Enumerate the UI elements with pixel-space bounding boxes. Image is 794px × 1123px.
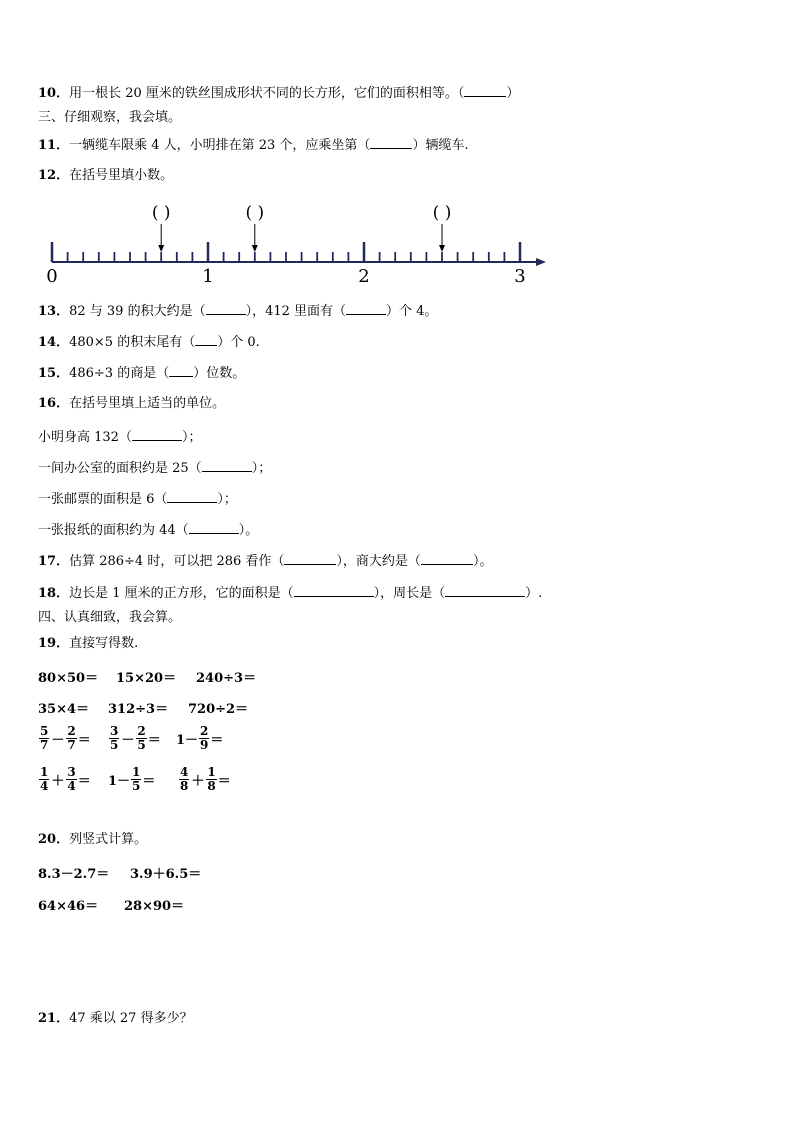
question-text-end: ）辆缆车.: [412, 138, 469, 153]
calc-item: 28×90＝: [124, 899, 185, 914]
calc-item: 35×4＝: [38, 702, 90, 717]
question-17: [38, 552, 492, 570]
question-18: [38, 584, 542, 602]
question-number: 21．: [38, 1011, 70, 1026]
fraction-expression: [108, 725, 176, 752]
question-13: [38, 302, 437, 320]
fraction: [109, 725, 119, 752]
equals: ＝: [142, 774, 156, 789]
calc-item: 15×20＝: [116, 671, 177, 686]
calc-item: 240÷3＝: [196, 671, 257, 686]
answer-blank[interactable]: [464, 84, 506, 97]
question-text: 47 乘以 27 得多少？: [69, 1011, 193, 1026]
whole-number: 1－: [176, 733, 199, 748]
numerator: 2: [137, 724, 146, 738]
question-text: 486÷3 的商是（: [69, 366, 170, 381]
number-line: [38, 196, 578, 286]
denominator: 5: [137, 738, 146, 752]
item-text-end: ）。: [238, 523, 259, 538]
numerator: 1: [132, 765, 141, 779]
answer-blank[interactable]: [445, 584, 525, 597]
fraction-expression: [178, 766, 231, 793]
fraction: [131, 766, 141, 793]
answer-blank[interactable]: [206, 302, 246, 315]
question-15: [38, 364, 245, 382]
answer-blank[interactable]: [370, 136, 412, 149]
question-10: [38, 84, 519, 102]
question-19: [38, 636, 138, 652]
fraction: [39, 766, 49, 793]
fraction-row-1: [38, 725, 223, 752]
numerator: 1: [40, 765, 49, 779]
question-text: 直接写得数.: [69, 636, 139, 651]
fraction-expression: [38, 766, 108, 793]
answer-blank[interactable]: [132, 428, 182, 441]
denominator: 4: [67, 779, 76, 793]
operator: －: [121, 733, 135, 748]
question-text: ），周长是（: [373, 586, 446, 601]
denominator: 7: [40, 738, 49, 752]
question-text: 480×5 的积末尾有（: [69, 335, 196, 350]
calc-item: 720÷2＝: [188, 702, 249, 717]
item-text-end: ）；: [217, 492, 237, 507]
answer-blank[interactable]: [421, 552, 473, 565]
item-text: 一张报纸的面积约为 44（: [38, 523, 189, 538]
question-number: 14．: [38, 335, 70, 350]
numerator: 3: [67, 765, 76, 779]
question-number: 19．: [38, 636, 70, 651]
question-text: ）个 0.: [217, 335, 260, 350]
question-text: ）个 4。: [386, 304, 438, 319]
calc-item: 8.3－2.7＝: [38, 867, 110, 882]
question-text: 在括号里填上适当的单位。: [69, 396, 226, 411]
denominator: 5: [132, 779, 141, 793]
pointer-arrowhead: [439, 245, 445, 252]
fraction-row-2: [38, 766, 231, 793]
denominator: 8: [207, 779, 216, 793]
tick-label: 1: [202, 266, 214, 286]
section-4-heading: 四、认真细致，我会算。: [38, 610, 182, 625]
answer-blank[interactable]: [346, 302, 386, 315]
question-14: [38, 333, 260, 351]
denominator: 7: [67, 738, 76, 752]
axis-arrowhead: [536, 258, 546, 266]
answer-blank[interactable]: [167, 490, 217, 503]
vertical-calc-row-2: [38, 895, 184, 914]
question-text: ）。: [472, 554, 493, 569]
numerator: 3: [110, 724, 119, 738]
question-16-item: [38, 428, 201, 446]
pointer-arrowhead: [158, 245, 164, 252]
question-text: ）.: [525, 586, 543, 601]
question-number: 16．: [38, 396, 70, 411]
item-text: 一间办公室的面积约是 25（: [38, 461, 202, 476]
question-text: 列竖式计算。: [69, 832, 148, 847]
item-text-end: ）；: [251, 461, 272, 476]
question-text: ），412 里面有（: [245, 304, 347, 319]
operator: －: [51, 733, 65, 748]
tick-label: 3: [514, 266, 526, 286]
tick-label: 0: [46, 266, 58, 286]
question-number: 10．: [38, 86, 70, 101]
equals: ＝: [217, 774, 231, 789]
fraction: [206, 766, 216, 793]
question-text: ），商大约是（: [336, 554, 421, 569]
equals: ＝: [77, 774, 91, 789]
question-16-item: [38, 459, 271, 477]
numerator: 4: [180, 765, 189, 779]
operator: ＋: [191, 774, 205, 789]
answer-bracket: ( ): [432, 203, 452, 223]
equals: ＝: [77, 733, 91, 748]
calc-row-1: [38, 667, 256, 686]
answer-blank[interactable]: [284, 552, 336, 565]
answer-bracket: ( ): [151, 203, 171, 223]
question-text: 一辆缆车限乘 4 人，小明排在第 23 个，应乘坐第（: [69, 138, 371, 153]
item-text-end: ）；: [181, 430, 202, 445]
numerator: 5: [40, 724, 49, 738]
question-number: 17．: [38, 554, 70, 569]
numerator: 1: [207, 765, 216, 779]
fraction: [39, 725, 49, 752]
question-text: 用一根长 20 厘米的铁丝围成形状不同的长方形，它们的面积相等。（: [69, 86, 465, 101]
whole-number: 1－: [108, 774, 131, 789]
question-number: 13．: [38, 304, 70, 319]
answer-blank[interactable]: [294, 584, 374, 597]
answer-blank[interactable]: [195, 333, 217, 346]
question-number: 12．: [38, 168, 70, 183]
question-20: [38, 832, 147, 848]
question-number: 18．: [38, 586, 70, 601]
fraction: [199, 725, 209, 752]
fraction: [66, 766, 76, 793]
calc-item: 312÷3＝: [108, 702, 169, 717]
fraction: [179, 766, 189, 793]
question-11: [38, 136, 469, 154]
vertical-calc-row-1: [38, 863, 201, 882]
calc-item: 64×46＝: [38, 899, 99, 914]
question-text: 82 与 39 的积大约是（: [69, 304, 206, 319]
calc-item: 80×50＝: [38, 671, 99, 686]
question-text: 边长是 1 厘米的正方形，它的面积是（: [69, 586, 294, 601]
tick-label: 2: [358, 266, 370, 286]
numerator: 2: [200, 724, 209, 738]
question-text: 估算 286÷4 时，可以把 286 看作（: [69, 554, 285, 569]
question-text: ）位数。: [193, 366, 246, 381]
question-12: [38, 168, 173, 184]
answer-blank[interactable]: [202, 459, 252, 472]
equals: ＝: [210, 733, 224, 748]
question-21: [38, 1011, 193, 1027]
fraction: [136, 725, 146, 752]
calc-item: 3.9＋6.5＝: [130, 867, 202, 882]
question-16-item: [38, 490, 237, 508]
question-text: 在括号里填小数。: [69, 168, 174, 183]
section-3-heading: 三、仔细观察，我会填。: [38, 110, 182, 125]
question-number: 20．: [38, 832, 70, 847]
calc-row-2: [38, 698, 248, 717]
fraction-expression: [108, 766, 178, 793]
question-16: [38, 396, 225, 412]
answer-blank[interactable]: [169, 364, 193, 377]
answer-blank[interactable]: [189, 521, 239, 534]
question-16-item: [38, 521, 258, 539]
fraction-expression: [38, 725, 108, 752]
denominator: 5: [110, 738, 119, 752]
fraction: [66, 725, 76, 752]
operator: ＋: [51, 774, 65, 789]
equals: ＝: [147, 733, 161, 748]
denominator: 4: [40, 779, 49, 793]
fraction-expression: [176, 725, 223, 752]
pointer-arrowhead: [252, 245, 258, 252]
denominator: 8: [180, 779, 189, 793]
numerator: 2: [67, 724, 76, 738]
item-text: 小明身高 132（: [38, 430, 132, 445]
question-number: 11．: [38, 138, 70, 153]
question-text-end: ）: [506, 86, 520, 101]
answer-bracket: ( ): [245, 203, 265, 223]
question-number: 15．: [38, 366, 70, 381]
denominator: 9: [200, 738, 209, 752]
item-text: 一张邮票的面积是 6（: [38, 492, 168, 507]
